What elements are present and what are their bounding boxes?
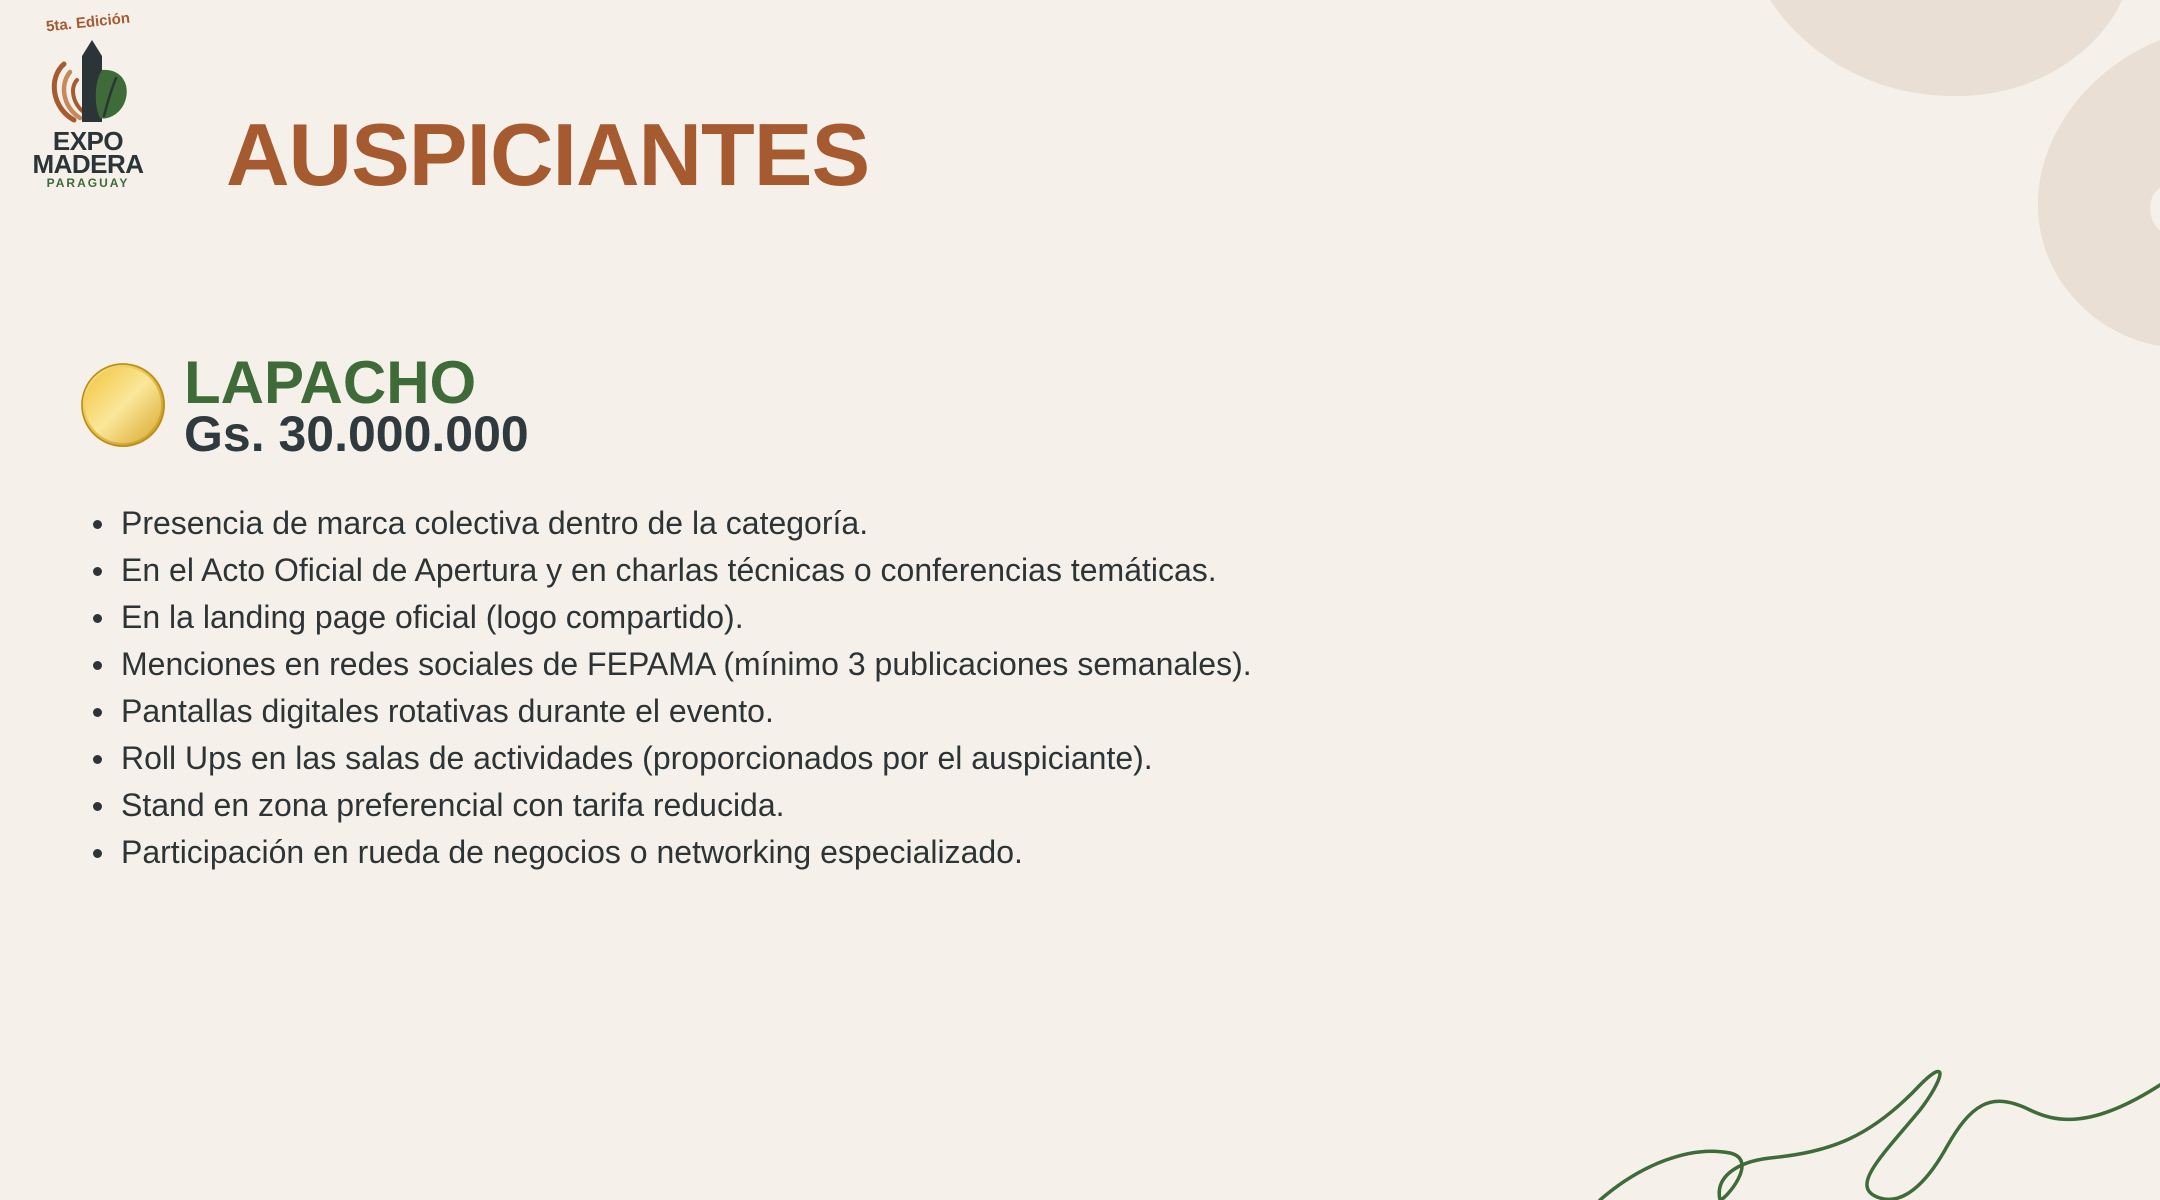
list-item: En la landing page oficial (logo compartido).	[121, 594, 1252, 641]
list-item: Pantallas digitales rotativas durante el evento.	[121, 688, 1252, 735]
logo-tree-icon	[44, 34, 132, 128]
page-title: AUSPICIANTES	[226, 105, 870, 204]
top-right-blob	[1770, 0, 2122, 96]
list-item: Participación en rueda de negocios o networking especializado.	[121, 829, 1252, 876]
list-item: Menciones en redes sociales de FEPAMA (mínimo 3 publicaciones semanales).	[121, 641, 1252, 688]
logo-word-paraguay: PARAGUAY	[46, 176, 130, 190]
expo-madera-logo	[26, 9, 150, 190]
logo-word-madera: MADERA	[32, 149, 144, 179]
bottom-right-swirl	[1600, 1071, 2160, 1200]
list-item: Stand en zona preferencial con tarifa reducida.	[121, 782, 1252, 829]
logo-edition-text: 5ta. Edición	[45, 9, 131, 36]
gold-coin-icon	[80, 362, 166, 448]
right-edge-blob	[2038, 40, 2160, 346]
list-item: Roll Ups en las salas de actividades (proporcionados por el auspiciante).	[121, 735, 1252, 782]
tier-price: Gs. 30.000.000	[184, 406, 529, 462]
benefits-list	[121, 500, 1252, 876]
list-item: En el Acto Oficial de Apertura y en charlas técnicas o conferencias temáticas.	[121, 547, 1252, 594]
logo-word-expo: EXPO	[52, 126, 124, 156]
tier-name: LAPACHO	[184, 349, 477, 416]
list-item: Presencia de marca colectiva dentro de la categoría.	[121, 500, 1252, 547]
